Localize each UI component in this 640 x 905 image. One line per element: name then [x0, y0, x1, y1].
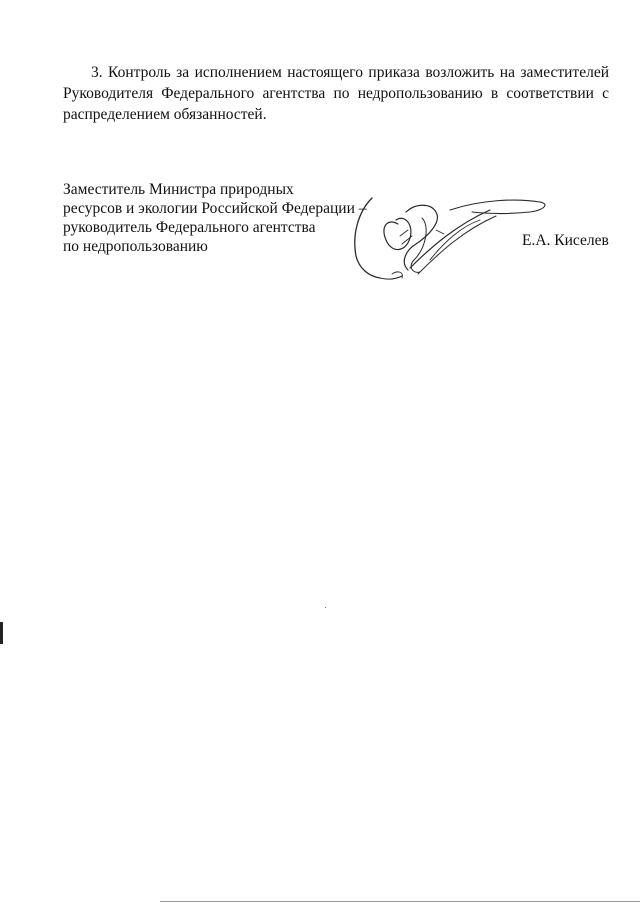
- signer-name: Е.А. Киселев: [522, 232, 609, 249]
- paragraph-line: 3. Контроль за исполнением настоящего приказа возложить на заместителей: [91, 64, 609, 81]
- position-line: Заместитель Министра природных: [63, 181, 294, 198]
- scan-bottom-edge: [160, 901, 640, 902]
- paragraph-line: распределением обязанностей.: [63, 106, 267, 123]
- scan-speck: [325, 607, 326, 608]
- scan-edge-mark: [0, 622, 3, 644]
- position-line: по недропользованию: [63, 238, 208, 255]
- paragraph-line: Руководителя Федерального агентства по недропользованию в соответствии с: [63, 85, 609, 102]
- position-line: ресурсов и экологии Российской Федерации –: [63, 200, 367, 217]
- position-line: руководитель Федерального агентства: [63, 219, 316, 236]
- handwritten-signature: [340, 190, 550, 285]
- signatory-position: [63, 180, 367, 256]
- control-paragraph: [63, 62, 609, 125]
